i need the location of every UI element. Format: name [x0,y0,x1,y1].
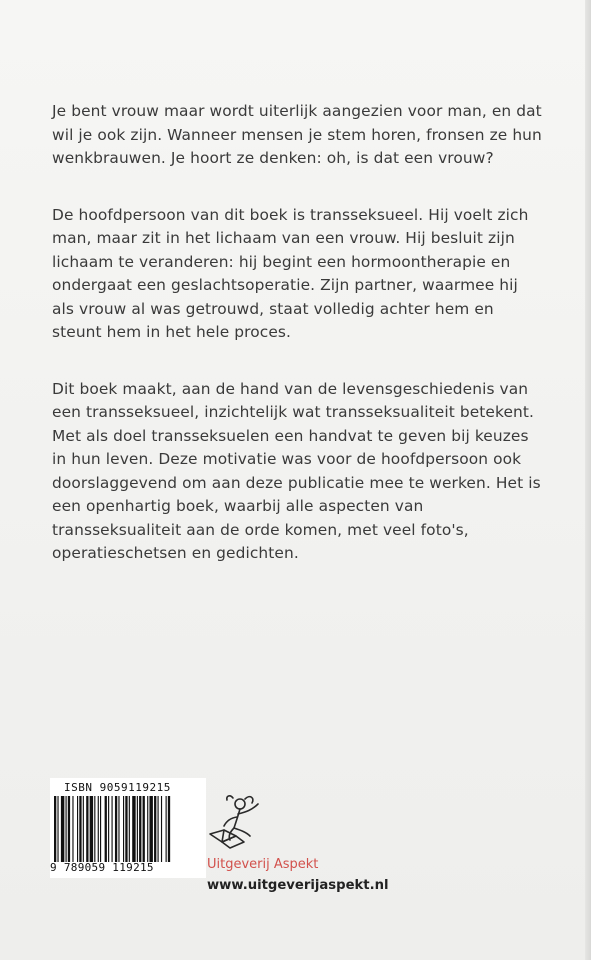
barcode-bar [72,796,73,862]
publisher-url: www.uitgeverijaspekt.nl [207,878,389,893]
barcode-bar [161,796,162,862]
blurb-paragraph-1: Je bent vrouw maar wordt uiterlijk aangezien voor man, en dat wil je ook zijn. Wanneer mensen je stem horen, fronsen ze hun wenkbrauwen. Je hoort ze denken: oh, is dat een vrouw? [52,102,542,167]
barcode-bar [158,796,159,862]
blurb-text [52,100,542,599]
publisher-block [200,790,400,893]
reading-figure-logo-icon [200,790,270,854]
barcode-bar [66,796,67,862]
barcode-bar [154,796,156,862]
barcode-bar [86,796,88,862]
barcode-bar [90,796,93,862]
barcode-bar [57,796,58,862]
barcode-bar [83,796,84,862]
barcode-bar [123,796,124,862]
barcode-bar [68,796,70,862]
barcode-bar [118,796,119,862]
barcode-bar [125,796,127,862]
blurb-paragraph-3: Dit boek maakt, aan de hand van de levensgeschiedenis van een transseksueel, inzichtelijk wat transseksualiteit betekent. Met als doel transseksuelen een handvat te geven bij keuzes in hun leven. Deze motivatie was voor de hoofdpersoon ook doorslaggevend om aan deze publicatie mee te werken. Het is een openhartig boek, waarbij alle aspecten van transseksualiteit aan de orde komen, met veel foto's, operatieschetsen en gedichten. [52,379,541,562]
barcode-bar [108,796,109,862]
barcode-bar [61,796,64,862]
ean-digits: 9 789059 119215 [50,861,154,874]
barcode [50,778,206,878]
barcode-bar [168,796,170,862]
barcode-bar [143,796,145,862]
barcode-bar [112,796,113,862]
barcode-bars [54,796,202,862]
barcode-bar [54,796,56,862]
barcode-bar [105,796,107,862]
barcode-bar [147,796,148,862]
blurb-paragraph-2: De hoofdpersoon van dit boek is transseksueel. Hij voelt zich man, maar zit in het lichaam van een vrouw. Hij besluit zijn lichaam te veranderen: hij begint een hormoontherapie en ondergaat een geslachtsoperatie. Zijn partner, waarmee hij als vrouw al was getrouwd, staat volledig achter hem en steunt hem in het hele proces. [52,205,529,341]
barcode-bar [98,796,99,862]
barcode-bar [94,796,95,862]
barcode-bar [139,796,141,862]
isbn-label: ISBN 9059119215 [64,781,171,794]
barcode-bar [129,796,130,862]
barcode-bar [77,796,78,862]
barcode-bar [132,796,135,862]
cover-edge [585,0,591,960]
publisher-name: Uitgeverij Aspekt [207,857,319,872]
barcode-bar [166,796,167,862]
barcode-bar [100,796,101,862]
barcode-bar [79,796,81,862]
barcode-bar [115,796,117,862]
barcode-bar [137,796,138,862]
barcode-bar [149,796,152,862]
